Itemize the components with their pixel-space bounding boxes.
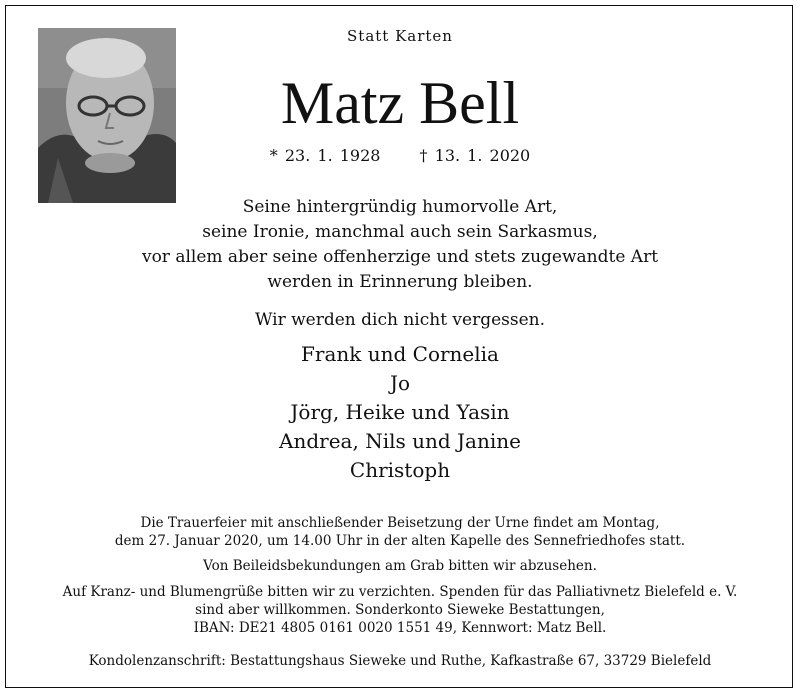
tribute-line: seine Ironie, manchmal auch sein Sarkasmus, bbox=[202, 222, 598, 242]
tribute-line: werden in Erinnerung bleiben. bbox=[267, 272, 533, 292]
condolence-note: Von Beileidsbekundungen am Grab bitten wir abzusehen. bbox=[203, 558, 597, 574]
donation-info bbox=[20, 583, 780, 637]
remembrance-line: Wir werden dich nicht vergessen. bbox=[254, 310, 546, 330]
family-member: Christoph bbox=[349, 458, 451, 482]
death-date: † 13. 1. 2020 bbox=[419, 146, 531, 165]
funeral-info bbox=[20, 514, 780, 550]
family-names bbox=[150, 340, 650, 485]
family-member: Andrea, Nils und Janine bbox=[279, 429, 521, 453]
portrait-photo bbox=[38, 28, 176, 203]
tribute-line: vor allem aber seine offenherzige und stets zugewandte Art bbox=[141, 247, 659, 267]
notice-header: Statt Karten bbox=[347, 27, 453, 45]
funeral-info-line: Die Trauerfeier mit anschließender Beisetzung der Urne findet am Montag, bbox=[140, 515, 660, 531]
family-member: Frank und Cornelia bbox=[301, 342, 499, 366]
funeral-info-line: dem 27. Januar 2020, um 14.00 Uhr in der alten Kapelle des Sennefriedhofes statt. bbox=[114, 533, 686, 549]
donation-info-line: sind aber willkommen. Sonderkonto Sieweke Bestattungen, bbox=[195, 602, 605, 618]
donation-info-line: IBAN: DE21 4805 0161 0020 1551 49, Kennwort: Matz Bell. bbox=[193, 620, 607, 636]
tribute-text bbox=[100, 195, 700, 295]
family-member: Jo bbox=[389, 371, 411, 395]
condolence-address: Kondolenzanschrift: Bestattungshaus Sieweke und Ruthe, Kafkastraße 67, 33729 Bielefeld bbox=[88, 653, 712, 669]
birth-date: * 23. 1. 1928 bbox=[269, 146, 381, 165]
deceased-name: Matz Bell bbox=[280, 70, 520, 136]
family-member: Jörg, Heike und Yasin bbox=[290, 400, 510, 424]
life-dates bbox=[200, 146, 600, 165]
tribute-line: Seine hintergründig humorvolle Art, bbox=[242, 197, 558, 217]
donation-info-line: Auf Kranz- und Blumengrüße bitten wir zu verzichten. Spenden für das Palliativnetz Bielefeld e. V. bbox=[62, 584, 738, 600]
